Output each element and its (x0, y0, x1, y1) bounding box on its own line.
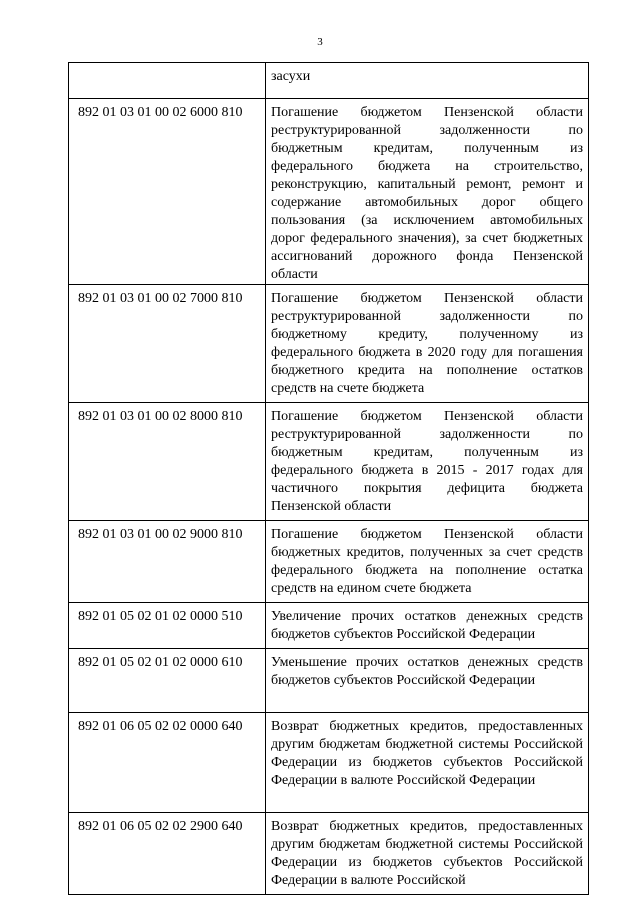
code-cell: 892 01 03 01 00 02 6000 810 (69, 99, 266, 285)
description-cell: Увеличение прочих остатков денежных средств бюджетов субъектов Российской Федерации (266, 603, 589, 649)
table-row (69, 99, 589, 285)
description-cell: Погашение бюджетом Пензенской области реструктурированной задолженности по бюджетным кредитам, полученным из федерального бюджета на строительство, реконструкцию, капитальный ремонт, ремонт и содержание автомобильных дорог общего пользования (за исключением автомобильных дорог федерального значения), за счет бюджетных ассигнований дорожного фонда Пензенской области (266, 99, 589, 285)
description-cell: Возврат бюджетных кредитов, предоставленных другим бюджетам бюджетной системы Российской Федерации из бюджетов субъектов Российской Федерации в валюте Российской Федерации (266, 713, 589, 813)
budget-codes-table (68, 62, 589, 895)
code-cell (69, 63, 266, 99)
description-cell: Погашение бюджетом Пензенской области реструктурированной задолженности по бюджетному кредиту, полученному из федерального бюджета в 2020 году для погашения бюджетного кредита на пополнение остатков средств на счете бюджета (266, 285, 589, 403)
table-row (69, 63, 589, 99)
code-cell: 892 01 06 05 02 02 2900 640 (69, 813, 266, 895)
code-cell: 892 01 06 05 02 02 0000 640 (69, 713, 266, 813)
code-cell: 892 01 03 01 00 02 9000 810 (69, 521, 266, 603)
table-row (69, 713, 589, 813)
description-cell: Погашение бюджетом Пензенской области реструктурированной задолженности по бюджетным кредитам, полученным из федерального бюджета в 2015 - 2017 годах для частичного покрытия дефицита бюджета Пензенской области (266, 403, 589, 521)
code-cell: 892 01 05 02 01 02 0000 510 (69, 603, 266, 649)
description-cell: Уменьшение прочих остатков денежных средств бюджетов субъектов Российской Федерации (266, 649, 589, 713)
table-row (69, 403, 589, 521)
table-row (69, 521, 589, 603)
description-cell: Возврат бюджетных кредитов, предоставленных другим бюджетам бюджетной системы Российской Федерации из бюджетов субъектов Российской Федерации в валюте Российской (266, 813, 589, 895)
code-cell: 892 01 03 01 00 02 8000 810 (69, 403, 266, 521)
table-row (69, 603, 589, 649)
table-row (69, 285, 589, 403)
code-cell: 892 01 03 01 00 02 7000 810 (69, 285, 266, 403)
page-number: 3 (317, 36, 323, 48)
table-row (69, 813, 589, 895)
description-cell: засухи (266, 63, 589, 99)
code-cell: 892 01 05 02 01 02 0000 610 (69, 649, 266, 713)
table-row (69, 649, 589, 713)
description-cell: Погашение бюджетом Пензенской области бюджетных кредитов, полученных за счет средств федерального бюджета на пополнение остатка средств на едином счете бюджета (266, 521, 589, 603)
